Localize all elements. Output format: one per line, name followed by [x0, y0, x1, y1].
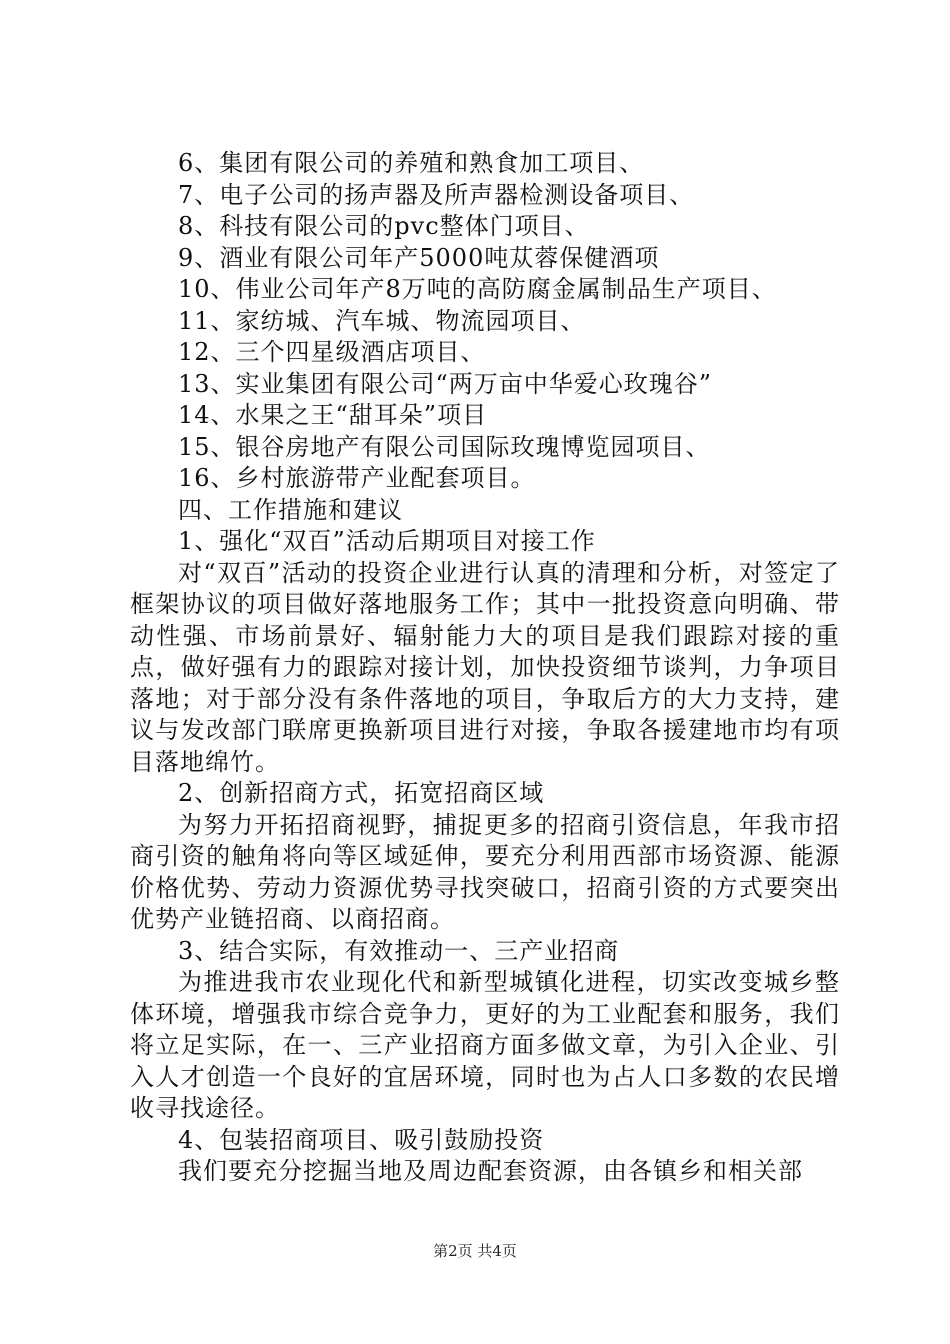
measure-heading: 3、结合实际，有效推动一、三产业招商 — [178, 936, 620, 965]
measure-2 — [130, 778, 840, 936]
measure-heading: 1、强化“双百”活动后期项目对接工作 — [178, 527, 596, 555]
measure-heading: 4、包装招商项目、吸引鼓励投资 — [178, 1125, 545, 1154]
measure-1 — [130, 526, 840, 778]
list-item: 11、家纺城、汽车城、物流园项目、 — [178, 306, 586, 335]
page-footer: 第2页 共4页 — [433, 1242, 517, 1260]
list-item: 15、银谷房地产有限公司国际玫瑰博览园项目、 — [178, 432, 711, 461]
measure-heading: 2、创新招商方式，拓宽招商区域 — [178, 779, 545, 807]
measure-paragraph: 为推进我市农业现化代和新型城镇化进程，切实改变城乡整体环境，增强我市综合竞争力，更好的为工业配套和服务，我们将立足实际，在一、三产业招商方面多做文章，为引入企业、引入人才创造一个良好的宜居环境，同时也为占人口多数的农民增收寻找途径。 — [130, 968, 840, 1122]
section-heading: 四、工作措施和建议 — [178, 495, 403, 524]
measure-3 — [130, 936, 840, 1125]
list-item: 13、实业集团有限公司“两万亩中华爱心玫瑰谷” — [178, 369, 713, 398]
measure-4 — [130, 1125, 840, 1188]
list-item: 16、乡村旅游带产业配套项目。 — [178, 464, 536, 492]
project-list — [130, 148, 840, 495]
list-item: 7、电子公司的扬声器及所声器检测设备项目、 — [178, 180, 695, 209]
list-item: 12、三个四星级酒店项目、 — [178, 338, 486, 366]
measure-paragraph: 为努力开拓招商视野，捕捉更多的招商引资信息，年我市招商引资的触角将向等区域延伸，要充分利用西部市场资源、能源价格优势、劳动力资源优势寻找突破口，招商引资的方式要突出优势产业链招商、以商招商。 — [130, 810, 840, 933]
measure-paragraph: 对“双百”活动的投资企业进行认真的清理和分析，对签定了框架协议的项目做好落地服务工作；其中一批投资意向明确、带动性强、市场前景好、辐射能力大的项目是我们跟踪对接的重点，做好强有力的跟踪对接计划，加快投资细节谈判，力争项目落地；对于部分没有条件落地的项目，争取后方的大力支持，建议与发改部门联席更换新项目进行对接，争取各援建地市均有项目落地绵竹。 — [130, 558, 840, 776]
list-item: 9、酒业有限公司年产5000吨苁蓉保健酒项 — [178, 243, 660, 272]
list-item: 10、伟业公司年产8万吨的高防腐金属制品生产项目、 — [178, 275, 777, 303]
list-item: 8、科技有限公司的pvc整体门项目、 — [178, 212, 590, 240]
list-item: 14、水果之王“甜耳朵”项目 — [178, 401, 488, 429]
document-body — [130, 148, 840, 1188]
measure-paragraph: 我们要充分挖掘当地及周边配套资源，由各镇乡和相关部 — [178, 1157, 803, 1185]
list-item: 6、集团有限公司的养殖和熟食加工项目、 — [178, 149, 645, 177]
